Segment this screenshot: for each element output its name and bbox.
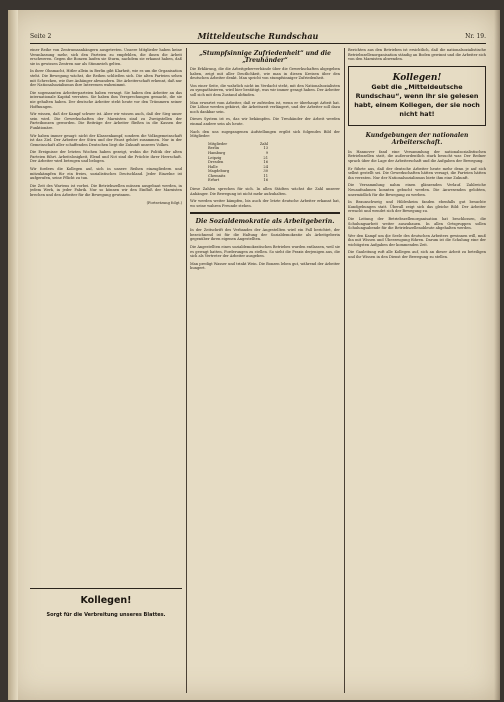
page-number: Seite 2 bbox=[30, 33, 52, 40]
list-row: Erfurt 16 bbox=[208, 178, 268, 183]
article-paragraph: Die Versammlung nahm einen glänzenden Verlauf. Zahlreiche Neuaufnahmen konnten gebucht werden. Die Anwesenden gelobten, unermüdlich für die Bewegung zu werben. bbox=[348, 183, 486, 197]
column-divider bbox=[186, 48, 187, 693]
article-paragraph: Wir fordern die Kollegen auf, sich in unsere Reihen einzugliedern und mitzukämpfen für ein freies, sozialistisches Deutschland. Jeder Einzelne ist aufgerufen, seine Pflicht zu tun. bbox=[30, 167, 182, 181]
article-paragraph: Er führte aus, daß der deutsche Arbeiter heute mehr denn je auf sich selbst gestellt sei. Die Gewerkschaften hätten versagt, die Parteien hätten ihn verraten. Nur der Nationalsozialismus biete ihm eine Zukunft. bbox=[348, 166, 486, 180]
article-paragraph: Die Gauleitung ruft alle Kollegen auf, sich an dieser Arbeit zu beteiligen und ihr Wissen in den Dienst der Bewegung zu stellen. bbox=[348, 250, 486, 260]
article-paragraph: In ihrer Ohnmacht, Hitler allein in Berlin gibt Klarheit, wie es um die Organisation steht. Die Bewegung wächst, die Reihen schließen sich. Die alten Parteien sehen mit Schrecken, wie ihre Anhänger abwandern. Die Arbeiterschaft erkennt, daß nur der Nationalsozialismus ihre Interessen wahrnimmt. bbox=[30, 69, 182, 88]
article-paragraph: Von einer Seite, die wahrlich nicht im Verdacht steht, mit den Nationalsozialisten zu sympathisieren, wird hier bestätigt, was wir immer gesagt haben. Der Arbeiter soll sich mit dem Zustand abfinden. bbox=[190, 83, 340, 97]
article-paragraph: Berichten aus den Betrieben ist ersichtlich, daß die nationalsozialistische Betriebszellenorganisation ständig an Boden gewinnt und die Arbeiter sich von den Marxisten abwenden. bbox=[348, 48, 486, 62]
page-header bbox=[30, 31, 486, 44]
kollegen-footer-ad bbox=[30, 584, 182, 624]
list-intro: Nach den uns zugegangenen Aufstellungen ergibt sich folgendes Bild der Mitglieder: bbox=[190, 129, 340, 139]
column-middle bbox=[190, 48, 340, 698]
footer-ad-title: Kollegen! bbox=[80, 595, 132, 607]
article-paragraph: Man erwartet vom Arbeiter, daß er zufrieden ist, wenn er überhaupt Arbeit hat. Die Löhne werden gekürzt, die Arbeitszeit verlängert, und der Arbeiter soll dazu noch dankbar sein. bbox=[190, 100, 340, 114]
column-divider bbox=[344, 48, 345, 693]
article-paragraph: Wir haben immer gesagt: nicht der Klassenkampf, sondern die Volksgemeinschaft ist das Ziel. Der Arbeiter der Stirn und der Faust gehört zusammen. Nur in der Gemeinschaft aller schaffenden Deutschen liegt die Zukunft unseres Volkes. bbox=[30, 133, 182, 147]
list-row: Berlin 13 bbox=[208, 146, 268, 151]
list-row: Halle 24 bbox=[208, 164, 268, 169]
article-paragraph: einer Reihe von Zentrumsanhängern ausgetreten. Unsere Mitglieder haben keine Veranlassung mehr, sich den Parteien zu empfehlen, die ihnen die Arbeit erschweren. Gegen die Bonzen laufen sie Sturm, nachdem sie erkannt haben, daß sie in gewissen Zentren nur als Stimmvieh gelten. bbox=[30, 48, 182, 66]
article-paragraph: Die Ereignisse der letzten Wochen haben gezeigt, wohin die Politik der alten Parteien führt. Arbeitslosigkeit, Elend und Not sind die Früchte ihrer Herrschaft. Der Arbeiter wird betrogen und belogen. bbox=[30, 150, 182, 164]
callout-body: Gebt die „Mitteldeutsche Rundschau“, wenn ihr sie gelesen habt, einem Kollegen, der sie noch nicht hat! bbox=[354, 82, 480, 118]
article-paragraph: Die Erklärung, die die Arbeitgeberverbände über die Gewerkschaften abgegeben haben, zeigt mit aller Deutlichkeit, wie man in diesen Kreisen über den deutschen Arbeiter denkt. Man spricht von stumpfsinniger Zufriedenheit. bbox=[190, 67, 340, 81]
article-headline: „Stumpfsinnige Zufriedenheit“ und die „Treuhänder“ bbox=[199, 50, 331, 64]
divider bbox=[190, 212, 340, 213]
article-paragraph: Diese Zahlen sprechen für sich. In allen Städten wächst die Zahl unserer Anhänger. Die Bewegung ist nicht mehr aufzuhalten. bbox=[190, 187, 340, 196]
article-paragraph: Wir werden weiter kämpfen, bis auch der letzte deutsche Arbeiter erkannt hat, wo seine wahren Freunde stehen. bbox=[190, 199, 340, 208]
list-row: Hamburg 9 bbox=[208, 150, 268, 155]
masthead-title: Mitteldeutsche Rundschau bbox=[197, 31, 319, 41]
issue-number: Nr. 19. bbox=[465, 33, 486, 40]
article-paragraph: Wir wissen, daß der Kampf schwer ist. Aber wir wissen auch, daß der Sieg unser sein wird. Die Gewerkschaften der Marxisten sind zu Zweigstellen der Parteibonzen geworden. Die Beiträge der Arbeiter fließen in die Kassen der Funktionäre. bbox=[30, 112, 182, 130]
article-headline: Die Sozialdemokratie als Arbeitgeberin. bbox=[195, 217, 335, 225]
article-headline: Kundgebungen der nationalen Arbeiterschaft. bbox=[365, 131, 469, 147]
article-paragraph: Die Angestellten eines sozialdemokratischen Betriebes wurden entlassen, weil sie es gewagt hatten, Forderungen zu stellen. So sieht die Praxis derjenigen aus, die sich als Vertreter der Arbeiter ausgeben. bbox=[190, 244, 340, 259]
newspaper-page bbox=[8, 10, 500, 700]
member-list bbox=[208, 142, 340, 183]
article-paragraph: Dieses System ist es, das wir bekämpfen. Die Treuhänder der Arbeit werden einmal andere sein als heute. bbox=[190, 117, 340, 126]
list-row: Magdeburg 30 bbox=[208, 169, 268, 174]
article-paragraph: In der Zeitschrift des Verbandes der Angestellten wird ein Fall berichtet, der bezeichnend ist für die Haltung der Sozialdemokratie als Arbeitgeberin gegenüber ihren eigenen Angestellten. bbox=[190, 228, 340, 242]
page-edge-shadow bbox=[494, 10, 500, 700]
article-signature: (Fortsetzung folgt.) bbox=[146, 200, 182, 205]
article-paragraph: Die Leitung der Betriebszellenorganisation hat beschlossen, die Schulungsarbeit weiter auszubauen. In allen Ortsgruppen sollen Schulungsabende für die Betriebszellenobleute abgehalten werden. bbox=[348, 216, 486, 231]
article-paragraph: Man predigt Wasser und trinkt Wein. Die Bonzen leben gut, während der Arbeiter hungert. bbox=[190, 261, 340, 271]
callout-title: Kollegen! bbox=[392, 72, 442, 83]
article-paragraph: Die sogenannten Arbeiterparteien haben versagt. Sie haben den Arbeiter an das internationale Kapital verraten. Sie haben ihm Versprechungen gemacht, die sie nie gehalten haben. Der deutsche Arbeiter steht heute vor den Trümmern seiner Hoffnungen. bbox=[30, 90, 182, 109]
article-paragraph: Die Zeit des Wartens ist vorbei. Die Betriebszellen müssen ausgebaut werden, in jedem Werk, in jeder Fabrik. Nur so können wir den Einfluß der Marxisten brechen und den Arbeiter für die Bewegung gewinnen. bbox=[30, 183, 182, 198]
column-right bbox=[348, 48, 486, 698]
binding-edge bbox=[8, 10, 18, 700]
footer-ad-subtitle: Sorgt für die Verbreitung unseres Blattes. bbox=[46, 612, 166, 619]
list-row: Dresden 16 bbox=[208, 160, 268, 165]
article-paragraph: Wer den Kampf um die Seele des deutschen Arbeiters gewinnen will, muß ihn mit Wissen und Überzeugung führen. Darum ist die Schulung eine der wichtigsten Aufgaben der kommenden Zeit. bbox=[348, 233, 486, 247]
kollegen-callout-box bbox=[348, 66, 486, 126]
article-paragraph: In Braunschweig und Hildesheim fanden ebenfalls gut besuchte Kundgebungen statt. Überall zeigt sich das gleiche Bild: Der Arbeiter erwacht und wendet sich der Bewegung zu. bbox=[348, 200, 486, 214]
list-row: Mitglieder Zahl bbox=[208, 141, 268, 146]
list-row: Leipzig 21 bbox=[208, 155, 268, 160]
divider bbox=[30, 588, 182, 589]
article-paragraph: In Hannover fand eine Versammlung der nationalsozialistischen Betriebszellen statt, die außerordentlich stark besucht war. Der Redner sprach über die Lage der Arbeiterschaft und die Aufgaben der Bewegung. bbox=[348, 149, 486, 163]
list-row: Chemnitz 11 bbox=[208, 173, 268, 178]
